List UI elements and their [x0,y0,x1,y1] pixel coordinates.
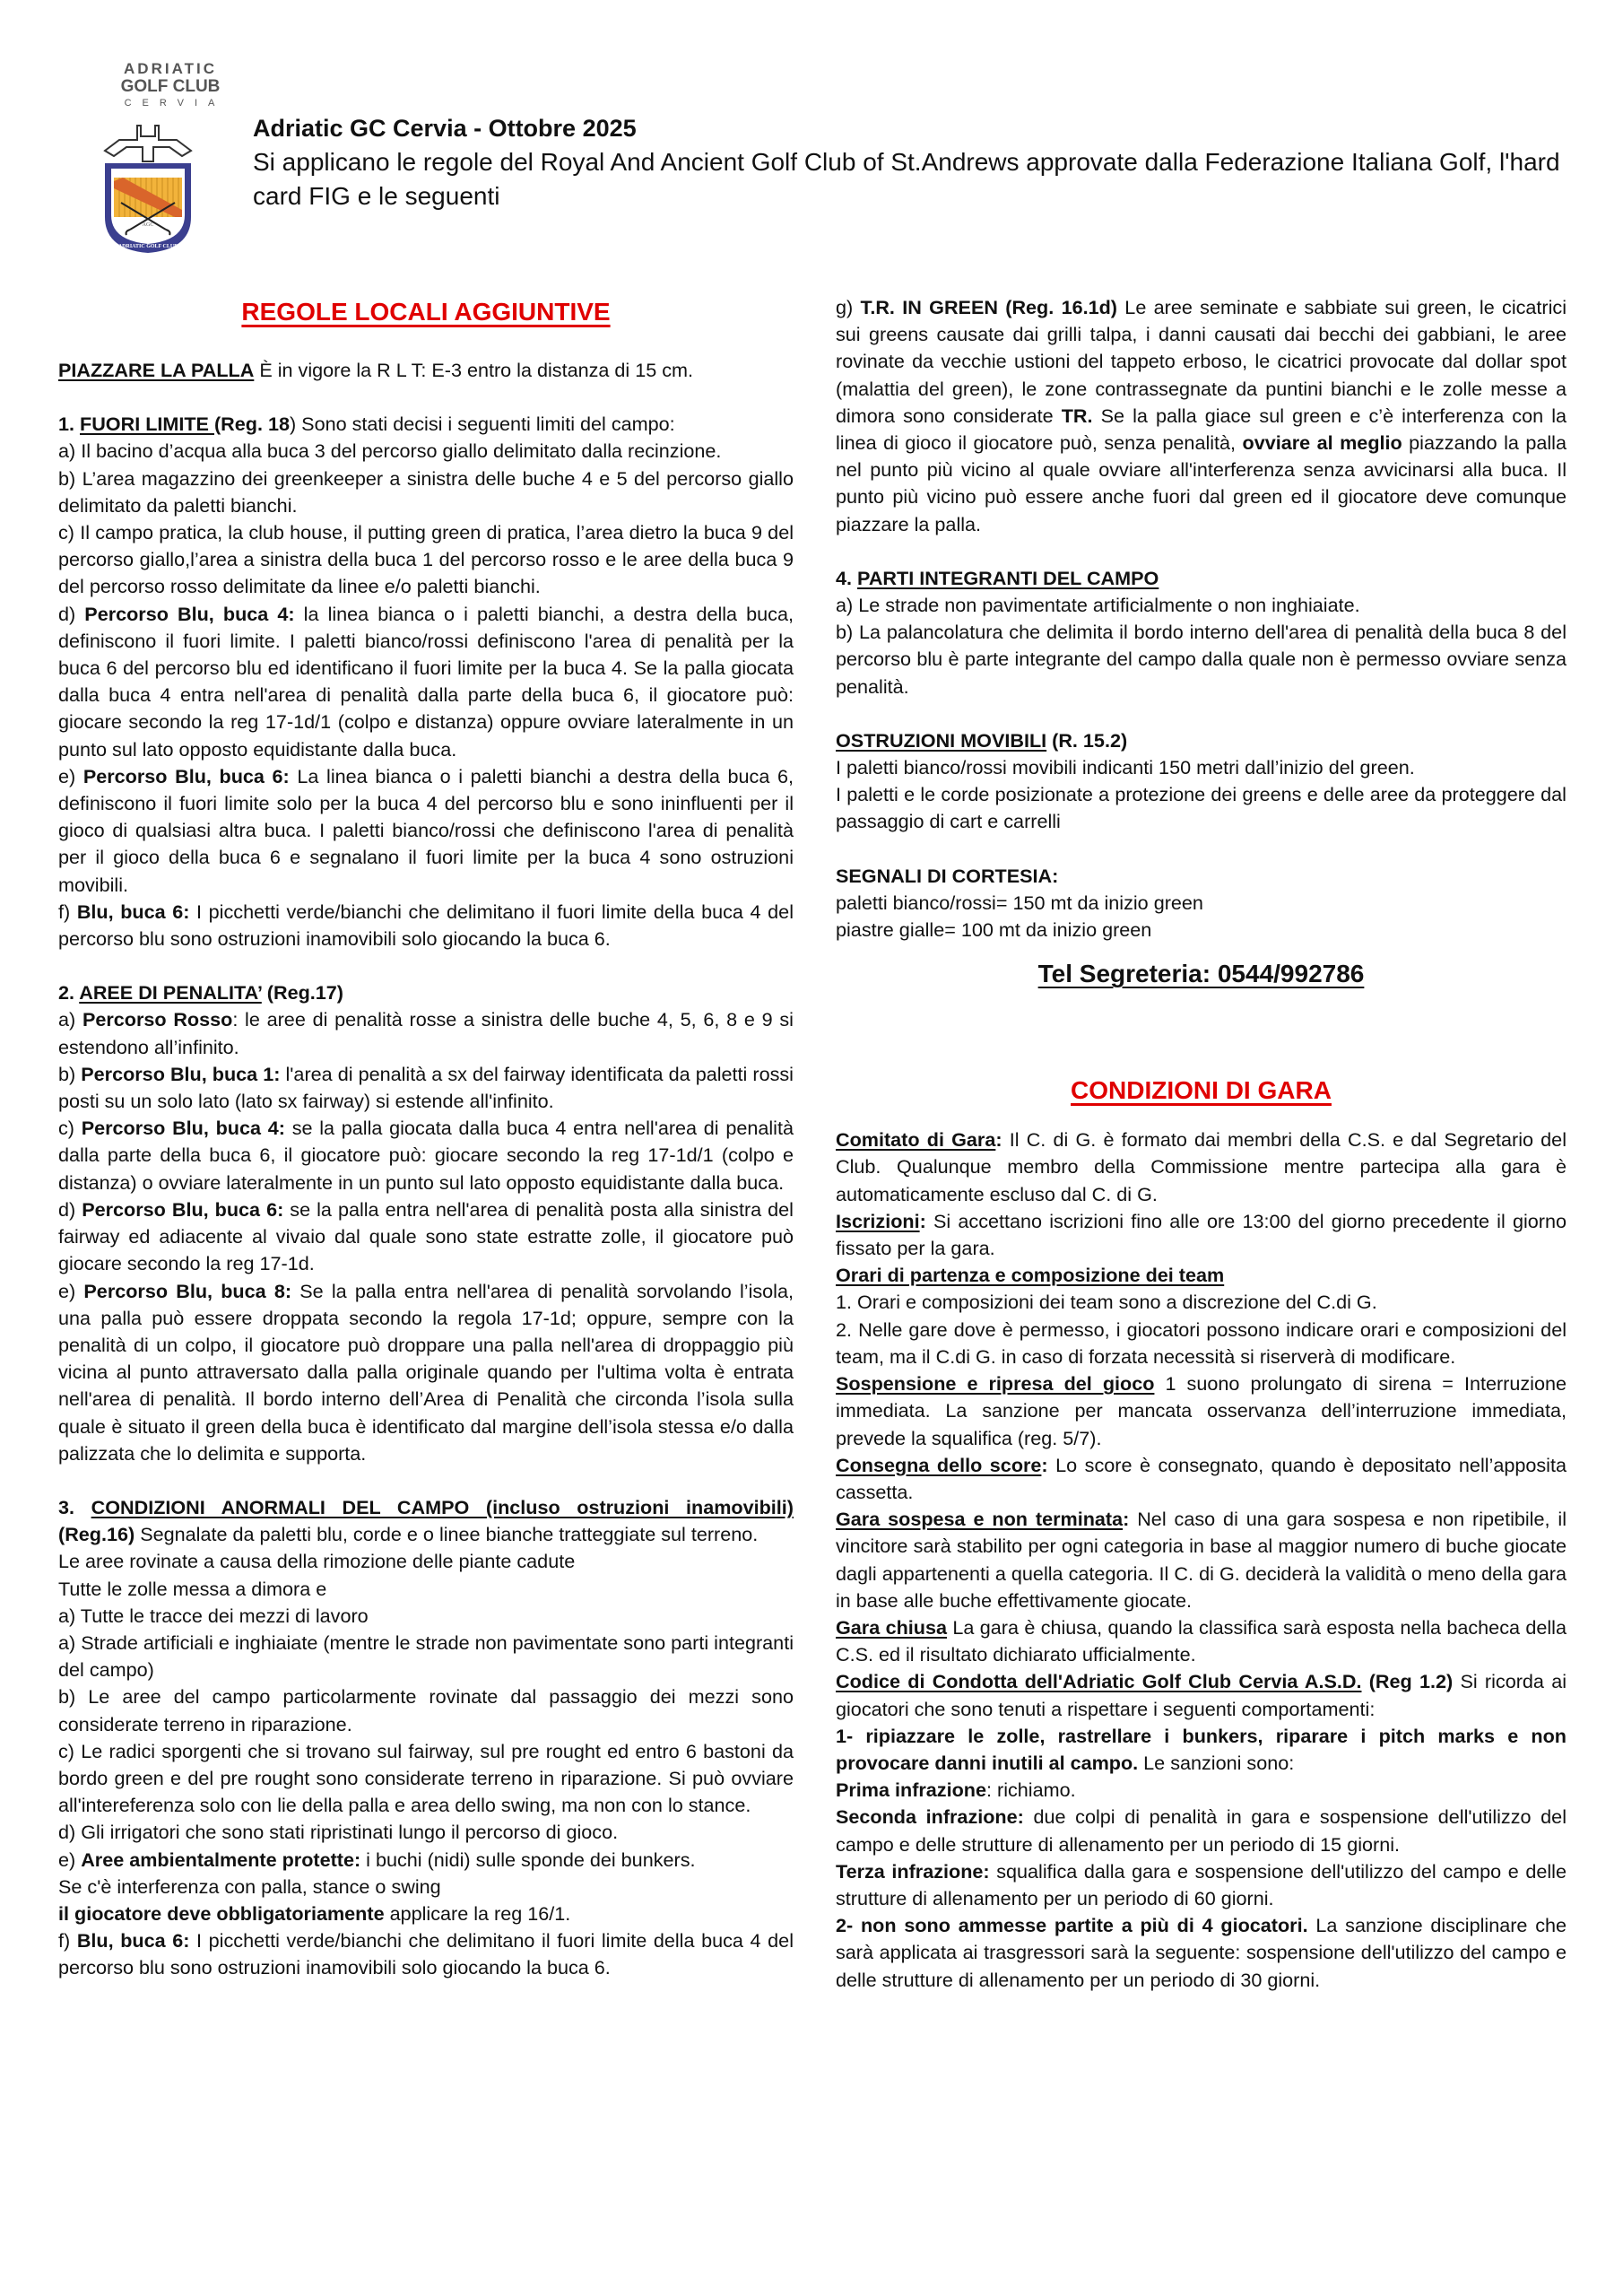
tr-in-green-title: T.R. IN GREEN (Reg. 16.1d) [860,296,1117,318]
item-prefix: c) [58,1117,82,1140]
ostruzioni-title: OSTRUZIONI MOVIBILI [836,728,1047,752]
item-bold: Percorso Blu, buca 4: [81,1117,285,1140]
item-text: Se la palla entra nell'area di penalità sorvolando l’isola, una palla può essere droppata secondo la regola 17-1d; oppure, sempre con la penalità di un colpo, il giocatore può droppare una palla nell'area di droppaggio più vicina al punto attraversato dalla palla originale quando per l'ultima volta è entrata nell'area di penalità. Il bordo interno dell’Area di Penalità che circonda l’isola sulla quale è situato il green della buca è identificato dal margine dell’isola stessa e/o dalla palizzata che lo delimita e supporta. [58,1279,794,1465]
consegna-score [836,1452,1567,1506]
orari-heading: Orari di partenza e composizione dei team [836,1264,1225,1287]
parti-integranti-a: a) Le strade non pavimentate artificialmente o non inghiaiate. [836,594,1360,617]
section-number: 2. [58,981,80,1004]
item-label: Comitato di Gara [836,1128,996,1152]
item-bold: Prima infrazione [836,1779,986,1802]
item-bold: Terza infrazione: [836,1859,990,1883]
item-prefix: e) [58,1279,84,1302]
item-prefix: f) [58,1929,77,1952]
condizioni-e-line-2: Se c'è interferenza con palla, stance o swing [58,1874,441,1898]
item-text: la linea bianca o i paletti bianchi, a destra della buca, definiscono il fuori limite. I paletti bianco/rossi definiscono l'area di penalità per la buca 6 del percorso blu ed identificano il fuori limite per la buca 4. Se la palla giocata dalla buca 4 entra nell'area di penalità dalla parte della buca 6, il giocatore può: giocare secondo la reg 17-1d/1 (colpo e distanza) oppure ovviare lateralmente in un punto sul lato opposto equidistante dalla buca. [58,602,794,761]
logo-line-2: GOLF CLUB [120,77,221,96]
item-text: i buchi (nidi) sulle sponde dei bunkers. [360,1848,696,1871]
iscrizioni [836,1208,1567,1262]
condizioni-line-6: c) Le radici sporgenti che si trovano sul fairway, sul pre rought ed entro 6 bastoni da bordo green e del pre rought sono considerate terreno in riparazione. Si può ovviare all'intereferenza solo con lie della palla e area dello swing, ma non con lo stance. [58,1739,794,1817]
ostruzioni-line-2: I paletti e le corde posizionate a protezione dei greens e delle aree da proteggere dal passaggio di cart e carrelli [836,783,1567,833]
section-number: 4. [836,566,858,589]
aree-penalita-b [58,1061,794,1115]
ostruzioni-heading [836,727,1567,754]
aree-penalita-heading [58,979,794,1006]
item-bold: il giocatore deve obbligatoriamente [58,1901,385,1925]
codice-rule-2 [836,1912,1567,1994]
condizioni-e [58,1847,794,1874]
item-text: Nel caso di una gara sospesa e non ripetibile, il vincitore sarà stabilito per ogni categoria in base al maggior numero di buche giocate dagli appartenenti a quella categoria. Il C. di G. deciderà la validità o meno della gara in base alle buche effettivamente giocate. [836,1508,1567,1612]
condizioni-anormali-intro: Segnalate da paletti blu, corde e o linee bianche tratteggiate sul terreno. [135,1523,759,1546]
document-header [253,113,1598,213]
item-bold: Percorso Rosso [82,1008,233,1031]
item-text: Lo score è consegnato, quando è depositato nell’apposita cassetta. [836,1453,1567,1503]
fuori-limite-d [58,601,794,763]
item-text: se la palla giocata dalla buca 4 entra nell'area di penalità dalla parte della buca 6, il giocatore può: giocare secondo la reg 17-1d/1 (colpo e distanza) o ovviare lateralmente in un punto sul lato opposto equidistante dalla buca. [58,1117,794,1194]
ostruzioni-ref: (R. 15.2) [1046,728,1128,752]
item-bold: Percorso Blu, buca 8: [83,1279,292,1302]
document-subtitle: Si applicano le regole del Royal And Ancient Golf Club of St.Andrews approvate dalla Federazione Italiana Golf, l'hard card FIG e le seguenti [253,148,1560,210]
aree-penalita-e [58,1278,794,1467]
item-bold: Aree ambientalmente protette: [81,1848,361,1871]
item-bold: 2- non sono ammesse partite a più di 4 giocatori. [836,1914,1308,1937]
fuori-limite-title: FUORI LIMITE [80,413,214,436]
condizioni-line-5: b) Le aree del campo particolarmente rovinate dal passaggio dei mezzi sono considerate terreno in riparazione. [58,1685,794,1735]
aree-penalita-a [58,1006,794,1060]
item-prefix: d) [58,602,85,625]
item-bold: Percorso Blu, buca 4: [84,602,295,625]
terza-infrazione [836,1858,1567,1912]
item-prefix: e) [58,764,83,787]
piazzare-text: È in vigore la R L T: E-3 entro la distanza di 15 cm. [254,359,694,381]
comitato-di-gara [836,1126,1567,1208]
section-number: 3. [58,1495,91,1518]
logo-line-3: CERVIA [124,98,226,109]
club-logo [90,60,251,249]
condizioni-line-1: Le aree rovinate a causa della rimozione delle piante cadute [58,1550,576,1573]
item-text: squalifica dalla gara e sospensione dell'utilizzo del campo e delle strutture di allenamento per un periodo di 60 giorni. [836,1859,1567,1909]
parti-integranti-b: b) La palancolatura che delimita il bordo interno dell'area di penalità della buca 8 del percorso blu è parte integrante del campo dalla quale non è permesso ovviare senza penalità. [836,621,1567,698]
aree-penalita-c [58,1115,794,1196]
condizioni-e-line-3 [58,1900,794,1927]
orari-1: 1. Orari e composizioni dei team sono a discrezione del C.di G. [836,1291,1377,1314]
item-prefix: f) [58,900,77,923]
club-crest-icon [94,120,202,255]
segnali-line-2: piastre gialle= 100 mt da inizio green [836,918,1152,942]
crest-top-text: CERVIA [135,170,161,178]
item-text: Si ricorda ai giocatori che sono tenuti a rispettare i seguenti comportamenti: [836,1670,1567,1720]
gara-chiusa [836,1614,1567,1668]
right-column [836,294,1567,1994]
fuori-limite-c: c) Il campo pratica, la club house, il putting green di pratica, l’area dietro la buca 9 del percorso giallo,l’area a sinistra della buca 1 del percorso rosso e le aree della buca 9 del percorso rosso delimitate da linee e/o paletti bianchi. [58,521,794,598]
item-label: Gara sospesa e non terminata [836,1508,1124,1531]
item-text: I picchetti verde/bianchi che delimitano il fuori limite della buca 4 del percorso blu sono ostruzioni inamovibili solo giocando la buca 6. [58,1929,794,1979]
item-text: applicare la reg 16/1. [384,1901,571,1925]
aree-penalita-ref: (Reg.17) [261,981,343,1004]
item-prefix: g) [836,296,861,318]
item-bold: 1- ripiazzare le zolle, rastrellare i bunkers, riparare i pitch marks e non provocare danni inutili al campo. [836,1724,1567,1774]
item-text: se la palla entra nell'area di penalità posta alla sinistra del fairway ed adiacente al vivaio dal quale sono state estratte zolle, il giocatore può giocare secondo la reg 17-1d. [58,1197,794,1275]
item-text: Se la palla giace sul green e c’è interferenza con la linea di gioco il giocatore può, senza penalità, [836,404,1567,455]
condizioni-anormali-title: CONDIZIONI ANORMALI DEL CAMPO (incluso ostruzioni inamovibili) [91,1495,794,1518]
item-colon: : [1123,1508,1130,1531]
document-title: Adriatic GC Cervia - Ottobre 2025 [253,115,637,142]
logo-wordmark [90,61,251,109]
condizioni-line-3: a) Tutte le tracce dei mezzi di lavoro [58,1604,369,1627]
item-bold: TR. [1061,404,1093,427]
condizioni-line-4: a) Strade artificiali e inghiaiate (mentre le strade non pavimentate sono parti integranti del campo) [58,1631,794,1682]
parti-integranti-title: PARTI INTEGRANTI DEL CAMPO [857,566,1159,589]
item-ref: (Reg 1.2) [1361,1670,1454,1693]
parti-integranti-heading [836,565,1567,592]
item-text: : le aree di penalità rosse a sinistra delle buche 4, 5, 6, 8 e 9 si estendono all’infinito. [58,1008,794,1058]
item-bold: ovviare al meglio [1242,431,1402,455]
item-bold: Percorso Blu, buca 6: [82,1197,284,1221]
fuori-limite-e [58,763,794,899]
section-title-regole-locali: REGOLE LOCALI AGGIUNTIVE [241,298,611,326]
section-title-condizioni-gara: CONDIZIONI DI GARA [1071,1076,1332,1105]
piazzare-label: PIAZZARE LA PALLA [58,359,255,381]
item-text: La gara è chiusa, quando la classifica sarà esposta nella bacheca della C.S. ed il risultato dichiarato ufficialmente. [836,1615,1567,1666]
aree-penalita-title: AREE DI PENALITA’ [79,981,262,1004]
item-bold: Blu, buca 6: [76,1929,190,1952]
fuori-limite-f [58,899,794,952]
item-text: La linea bianca o i paletti bianchi a destra della buca 6, definiscono il fuori limite solo per la buca 4 del percorso blu e sono ininfluenti per il gioco di qualsiasi altra buca. I paletti bianco/rossi che definiscono l'area di penalità per il gioco della buca 6 e segnalano il fuori limite per la buca 4 sono ostruzioni movibili. [58,764,794,896]
segreteria-phone: Tel Segreteria: 0544/992786 [1037,960,1365,988]
item-text: piazzando la palla nel punto più vicino al quale ovviare all'interferenza senza avvicinarsi alla buca. Il punto più vicino può essere anche fuori dal green ed il giocatore deve comunque piazzare la palla. [836,431,1567,535]
piazzare-la-palla-rule [58,357,794,384]
codice-condotta [836,1668,1567,1722]
crest-ring-text: ADRIATIC GOLF CLUB [117,244,178,249]
sospensione [836,1370,1567,1452]
item-text: l'area di penalità a sx del fairway identificata da paletti rossi posti su un solo lato (lato sx fairway) si estende all'infinito. [58,1062,794,1113]
tr-in-green-rule [836,294,1567,538]
item-prefix: d) [58,1197,82,1221]
aree-penalita-d [58,1196,794,1278]
item-prefix: a) [58,1008,82,1031]
item-text: Le aree seminate e sabbiate sui green, le cicatrici sui greens causate dai grilli talpa, i danni causati dai becchi dei gabbiani, le aree rovinate da vecchie ustioni del tappeto erboso, le cicatrici provocate dal dollar spot (malattia del green), le zone contrassegnate da puntini bianchi e le zolle messe a dimora sono considerate [836,296,1567,427]
crest-initials: AGC [142,222,154,228]
logo-line-1: ADRIATIC [124,60,217,77]
condizioni-f [58,1927,794,1981]
gara-sospesa [836,1506,1567,1614]
prima-infrazione [836,1777,1567,1804]
section-number: 1. [58,413,81,436]
item-text: 1 suono prolungato di sirena = Interruzione immediata. La sanzione per mancata osservanza dell’interruzione immediata, prevede la squalifica (reg. 5/7). [836,1372,1567,1449]
segnali-title: SEGNALI DI CORTESIA: [836,864,1059,887]
ostruzioni-line-1: I paletti bianco/rossi movibili indicanti 150 metri dall’inizio del green. [836,756,1415,779]
item-prefix: b) [58,1062,82,1085]
fuori-limite-intro: ) Sono stati decisi i seguenti limiti del campo: [289,413,675,436]
item-text: Si accettano iscrizioni fino alle ore 13:00 del giorno precedente il giorno fissato per la gara. [836,1209,1567,1260]
item-colon: : [1041,1453,1048,1476]
item-text: : richiamo. [986,1779,1076,1802]
left-column [58,294,794,1982]
condizioni-line-2: Tutte le zolle messa a dimora e [58,1577,327,1600]
condizioni-line-7: d) Gli irrigatori che sono stati ripristinati lungo il percorso di gioco. [58,1821,619,1844]
item-colon: : [919,1209,926,1232]
item-text: I picchetti verde/bianchi che delimitano il fuori limite della buca 4 del percorso blu sono ostruzioni inamovibili solo giocando la buca 6. [58,900,794,951]
fuori-limite-a: a) Il bacino d’acqua alla buca 3 del percorso giallo delimitato dalla recinzione. [58,439,722,463]
segnali-line-1: paletti bianco/rossi= 150 mt da inizio green [836,891,1203,914]
item-label: Codice di Condotta dell'Adriatic Golf Club Cervia A.S.D. [836,1670,1362,1693]
item-bold: Percorso Blu, buca 6: [82,764,290,787]
item-label: Gara chiusa [836,1615,947,1639]
item-bold: Percorso Blu, buca 1: [81,1062,281,1085]
item-bold: Blu, buca 6: [76,900,190,923]
fuori-limite-b: b) L’area magazzino dei greenkeeper a sinistra delle buche 4 e 5 del percorso giallo delimitato da paletti bianchi. [58,466,794,517]
item-text: Il C. di G. è formato dai membri della C.S. e dal Segretario del Club. Qualunque membro della Commissione mentre partecipa alla gara è automaticamente escluso dal C. di G. [836,1128,1567,1205]
item-label: Sospensione e ripresa del gioco [836,1372,1155,1396]
item-label: Iscrizioni [836,1209,920,1232]
item-prefix: e) [58,1848,82,1871]
item-colon: : [995,1128,1002,1152]
fuori-limite-heading [58,411,794,438]
orari-2: 2. Nelle gare dove è permesso, i giocatori possono indicare orari e composizioni del team, ma il C.di G. in caso di forzata necessità si riserverà di modificare. [836,1318,1567,1368]
item-text: La sanzione disciplinare che sarà applicata ai trasgressori sarà la seguente: sospensione dell'utilizzo del campo e delle strutture di allenamento per un periodo di 30 giorni. [836,1914,1567,1991]
seconda-infrazione [836,1804,1567,1857]
codice-rule-1 [836,1723,1567,1777]
item-text: due colpi di penalità in gara e sospensione dell'utilizzo del campo e delle strutture di allenamento per un periodo di 15 giorni. [836,1805,1567,1856]
item-text: Le sanzioni sono: [1138,1751,1295,1774]
condizioni-anormali-ref: (Reg.16) [58,1523,135,1546]
item-bold: Seconda infrazione: [836,1805,1024,1829]
item-label: Consegna dello score [836,1453,1042,1476]
fuori-limite-ref: (Reg. 18 [213,413,290,436]
condizioni-anormali-heading [58,1494,794,1548]
